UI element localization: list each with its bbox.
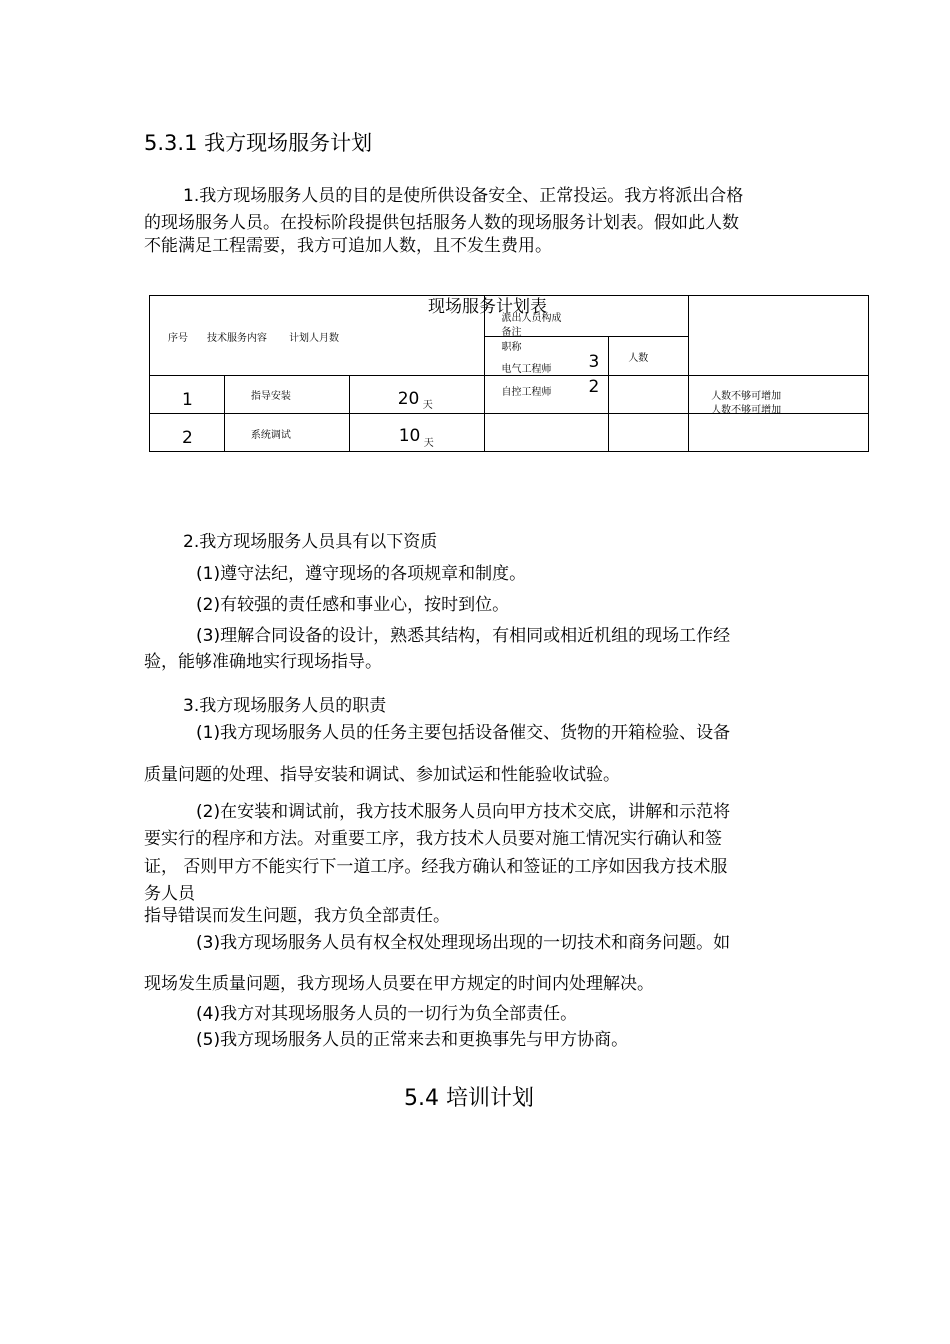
- header-title: 职称: [501, 341, 522, 353]
- list-item: (4)我方对其现场服务人员的一切行为负全部责任。: [196, 1004, 578, 1024]
- row1-seq-cell: [150, 376, 225, 414]
- header-title-cell: [484, 336, 609, 376]
- row2-staff-cell: [484, 414, 609, 452]
- paragraph-line: 不能满足工程需要，我方可追加人数，且不发生费用。: [144, 236, 552, 256]
- paragraph-line: 1.我方现场服务人员的目的是使所供设备安全、正常投运。我方将派出合格: [183, 186, 744, 206]
- paragraph-line: 的现场服务人员。在投标阶段提供包括服务人数的现场服务计划表。假如此人数: [144, 213, 739, 233]
- row2-content-cell: [224, 414, 349, 452]
- table-title: 现场服务计划表: [428, 297, 547, 317]
- list-item: (2)有较强的责任感和事业心，按时到位。: [196, 595, 510, 615]
- row1-content: 指导安装: [250, 391, 291, 402]
- list-item: (3)我方现场服务人员有权全权处理现场出现的一切技术和商务问题。如: [196, 933, 731, 953]
- row2-unit: 天: [423, 438, 434, 449]
- row1-seq: 1: [182, 390, 193, 410]
- row1-staff-cell: [484, 376, 609, 414]
- header-seq: 序号: [168, 333, 188, 344]
- header-count: 人数: [628, 352, 649, 364]
- row1-note: 人数不够可增加: [711, 391, 782, 402]
- list-item: 证， 否则甲方不能实行下一道工序。经我方确认和签证的工序如因我方技术服: [144, 857, 728, 877]
- row2-note-cell: [689, 414, 869, 452]
- header-remark: 备注: [501, 327, 522, 338]
- staff-count: 2: [588, 377, 600, 397]
- list-item: 要实行的程序和方法。对重要工序，我方技术人员要对施工情况实行确认和签: [144, 829, 722, 849]
- list-item: 质量问题的处理、指导安装和调试、参加试运和性能验收试验。: [144, 765, 620, 785]
- row2-days: 10: [398, 426, 421, 446]
- list-item: (2)在安装和调试前，我方技术服务人员向甲方技术交底，讲解和示范将: [196, 802, 731, 822]
- header-days: 计划人月数: [289, 333, 339, 344]
- list-item: 验，能够准确地实行现场指导。: [144, 652, 382, 672]
- row2-content: 系统调试: [250, 430, 291, 441]
- list-item: 指导错误而发生问题，我方负全部责任。: [144, 906, 450, 926]
- list-item: (1)我方现场服务人员的任务主要包括设备催交、货物的开箱检验、设备: [196, 723, 731, 743]
- staff-title: 电气工程师: [501, 363, 552, 375]
- section-title-3: 3.我方现场服务人员的职责: [183, 696, 387, 716]
- row1-count-cell: [609, 376, 689, 414]
- staff-title: 自控工程师: [501, 387, 552, 398]
- row2-seq-cell: [150, 414, 225, 452]
- list-item: (3)理解合同设备的设计，熟悉其结构，有相同或相近机组的现场工作经: [196, 626, 731, 646]
- row2-count-cell: [609, 414, 689, 452]
- row1-content-cell: [224, 376, 349, 414]
- row1-days: 20: [397, 389, 420, 409]
- section-title-531: 5.3.1 我方现场服务计划: [144, 131, 373, 155]
- header-count-cell: [609, 336, 689, 376]
- row1-note: 人数不够可增加: [711, 405, 782, 416]
- row2-days-cell: [349, 414, 484, 452]
- service-plan-table: [149, 295, 869, 452]
- list-item: 现场发生质量问题，我方现场人员要在甲方规定的时间内处理解决。: [144, 974, 654, 994]
- list-item: (5)我方现场服务人员的正常来去和更换事先与甲方协商。: [196, 1030, 629, 1050]
- row2-seq: 2: [182, 428, 193, 448]
- section-title-54: 5.4 培训计划: [404, 1086, 534, 1111]
- header-content: 技术服务内容: [207, 333, 267, 344]
- list-item: 务人员: [144, 884, 195, 904]
- row1-note-cell: [689, 376, 869, 414]
- header-dispatch-label: 派出人员构成: [501, 313, 562, 324]
- staff-count: 3: [588, 351, 600, 372]
- list-item: (1)遵守法纪，遵守现场的各项规章和制度。: [196, 564, 527, 584]
- header-blank: [689, 296, 869, 376]
- row1-unit: 天: [422, 400, 433, 411]
- section-title-2: 2.我方现场服务人员具有以下资质: [183, 532, 438, 552]
- row1-days-cell: [349, 376, 484, 414]
